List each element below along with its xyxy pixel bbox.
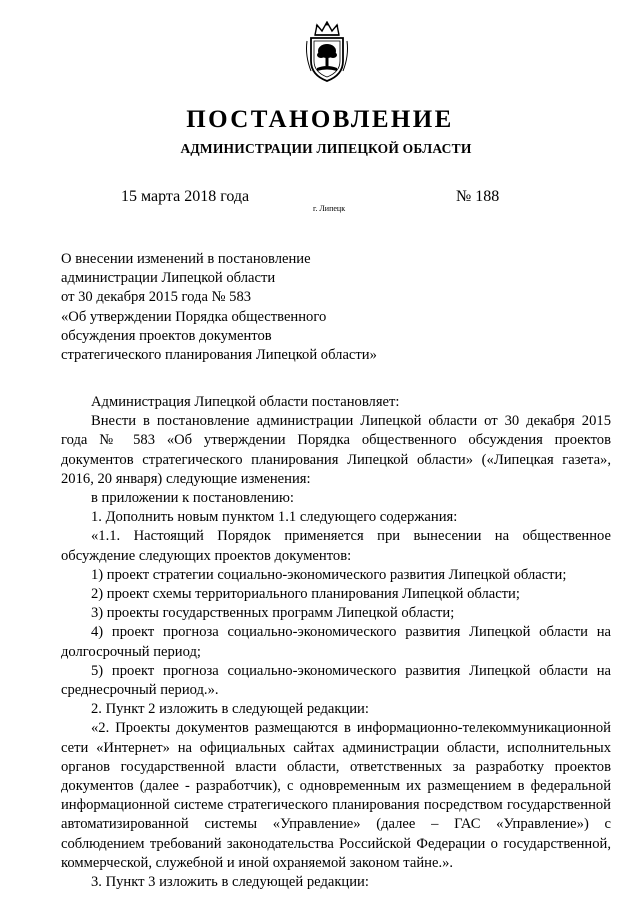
body-paragraph: Внести в постановление администрации Липецкой области от 30 декабря 2015 года № 583 «Об утверждении Порядка общественного обсуждения проектов документов стратегического планирования Липецкой области» («Липецкая газета», 2016, 20 января) следующие изменения: [61, 413, 611, 487]
body-paragraph: 1. Дополнить новым пунктом 1.1 следующего содержания: [91, 509, 458, 526]
subject-line: администрации Липецкой области [61, 270, 276, 287]
document-subtitle: АДМИНИСТРАЦИИ ЛИПЕЦКОЙ ОБЛАСТИ [180, 141, 472, 156]
list-item-paragraph: 4) проект прогноза социально-экономического развития Липецкой области на долгосрочный период; [61, 624, 611, 660]
list-item-paragraph: 2) проект схемы территориального планирования Липецкой области; [91, 586, 520, 603]
subject-line: от 30 декабря 2015 года № 583 [61, 289, 252, 306]
body-paragraph: 3. Пункт 3 изложить в следующей редакции: [91, 874, 369, 891]
document-number: № 188 [456, 188, 500, 205]
body-paragraph: «1.1. Настоящий Порядок применяется при вынесении на общественное обсуждение следующих проектов документов: [61, 528, 611, 564]
preamble-paragraph: Администрация Липецкой области постановляет: [91, 394, 400, 410]
subject-line: О внесении изменений в постановление [61, 251, 311, 267]
list-item-paragraph: 3) проекты государственных программ Липецкой области; [91, 605, 455, 622]
body-paragraph: в приложении к постановлению: [91, 490, 294, 507]
list-item-paragraph: 5) проект прогноза социально-экономического развития Липецкой области на среднесрочный период.». [61, 662, 611, 699]
document-subject [61, 250, 377, 365]
subject-line: обсуждения проектов документов [61, 327, 272, 344]
list-item-paragraph: 1) проект стратегии социально-экономического развития Липецкой области; [91, 566, 567, 583]
document-body [61, 393, 611, 892]
document-date: 15 марта 2018 года [121, 188, 250, 205]
body-paragraph: «2. Проекты документов размещаются в информационно-телекоммуникационной сети «Интернет» на официальных сайтах администрации области, исполнительных органов государственной власти области, ответственных за разработку проектов документов (далее - разработчик), с одновременным их размещением в федеральной информационной системе стратегического планирования посредством государственной автоматизированной системы «Управление» (далее – ГАС «Управление») с соблюдением требований законодательства Российской Федерации о государственной, коммерческой, служебной и иной охраняемой законом тайне.». [61, 720, 611, 871]
subject-line: «Об утверждении Порядка общественного [61, 308, 327, 325]
body-paragraph: 2. Пункт 2 изложить в следующей редакции: [91, 701, 369, 718]
coat-of-arms-icon [303, 21, 351, 83]
subject-line: стратегического планирования Липецкой области» [61, 347, 377, 364]
document-city: г. Липецк [313, 204, 346, 213]
document-title: ПОСТАНОВЛЕНИЕ [186, 106, 454, 133]
